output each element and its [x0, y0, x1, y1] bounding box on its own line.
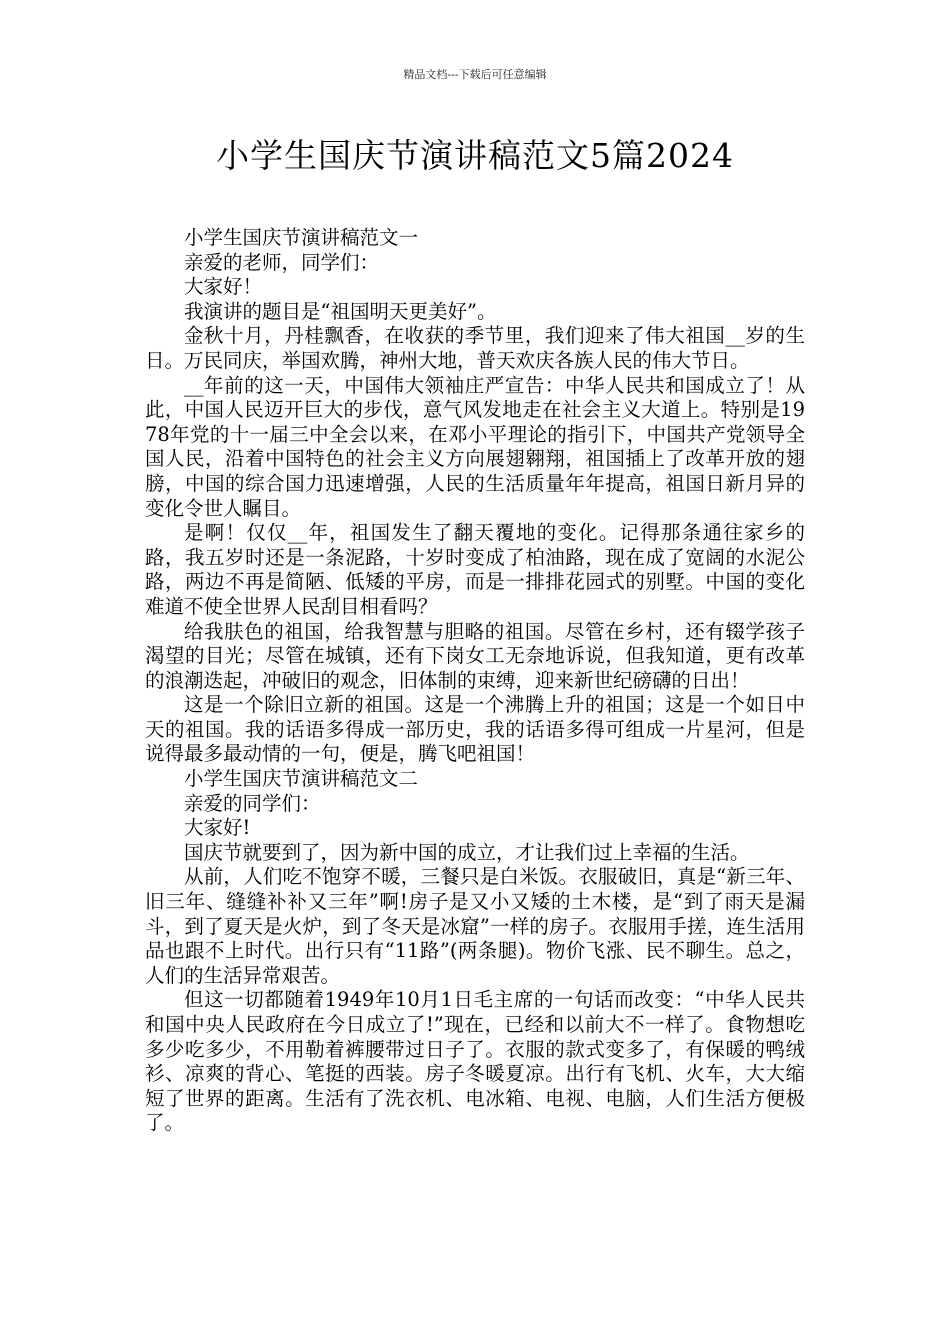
paragraph: 但这一切都随着1949年10月1日毛主席的一句话而改变：“中华人民共和国中央人民政府在今日成立了!”现在，已经和以前大不一样了。食物想吃多少吃多少，不用勒着裤腰带过日子了。衣服的款式变多了，有保暖的鸭绒衫、凉爽的背心、笔挺的西装。房子冬暖夏凉。出行有飞机、火车，大大缩短了世界的距离。生活有了洗衣机、电冰箱、电视、电脑，人们生活方便极了。 — [145, 988, 805, 1135]
greeting-1: 大家好！ — [184, 275, 263, 299]
salutation-2: 亲爱的同学们： — [184, 791, 321, 815]
paragraph: 从前，人们吃不饱穿不暖，三餐只是白米饭。衣服破旧，真是“新三年、旧三年、缝缝补补又三年”啊!房子是又小又矮的土木楼，是“到了雨天是漏斗，到了夏天是火炉，到了冬天是冰窟”一样的房子。衣服用手搓，连生活用品也跟不上时代。出行只有“11路”(两条腿)。物价飞涨、民不聊生。总之，人们的生活异常艰苦。 — [145, 865, 805, 987]
paragraph: 给我肤色的祖国，给我智慧与胆略的祖国。尽管在乡村，还有辍学孩子渴望的目光；尽管在城镇，还有下岗女工无奈地诉说，但我知道，更有改革的浪潮迭起，冲破旧的观念，旧体制的束缚，迎来新世纪磅礴的日出！ — [145, 619, 805, 692]
paragraph: 国庆节就要到了，因为新中国的成立，才让我们过上幸福的生活。 — [184, 840, 750, 864]
salutation-1: 亲爱的老师，同学们： — [184, 250, 380, 274]
document-body — [145, 226, 805, 1136]
document-title: 小学生国庆节演讲稿范文5篇2024 — [216, 136, 734, 175]
header-note: 精品文档---下载后可任意编辑 — [403, 68, 547, 81]
greeting-2: 大家好! — [184, 816, 251, 840]
section-heading-1: 小学生国庆节演讲稿范文一 — [184, 226, 419, 249]
section-heading-2: 小学生国庆节演讲稿范文二 — [184, 767, 419, 791]
paragraph: 我演讲的题目是“祖国明天更美好”。 — [184, 299, 497, 323]
paragraph: 是啊！仅仅__年，祖国发生了翻天覆地的变化。记得那条通往家乡的路，我五岁时还是一条泥路，十岁时变成了柏油路，现在成了宽阔的水泥公路，两边不再是简陋、低矮的平房，而是一排排花园式的别墅。中国的变化难道不使全世界人民刮目相看吗？ — [145, 521, 805, 618]
paragraph: 金秋十月，丹桂飘香，在收获的季节里，我们迎来了伟大祖国__岁的生日。万民同庆，举国欢腾，神州大地，普天欢庆各族人民的伟大节日。 — [145, 324, 805, 372]
paragraph: 这是一个除旧立新的祖国。这是一个沸腾上升的祖国；这是一个如日中天的祖国。我的话语多得成一部历史，我的话语多得可组成一片星河，但是说得最多最动情的一句，便是，腾飞吧祖国！ — [145, 693, 805, 766]
paragraph: __年前的这一天，中国伟大领袖庄严宣告：中华人民共和国成立了！从此，中国人民迈开巨大的步伐，意气风发地走在社会主义大道上。特别是1978年党的十一届三中全会以来，在邓小平理论的指引下，中国共产党领导全国人民，沿着中国特色的社会主义方向展翅翱翔，祖国插上了改革开放的翅膀，中国的综合国力迅速增强，人民的生活质量年年提高，祖国日新月异的变化令世人瞩目。 — [145, 373, 805, 520]
